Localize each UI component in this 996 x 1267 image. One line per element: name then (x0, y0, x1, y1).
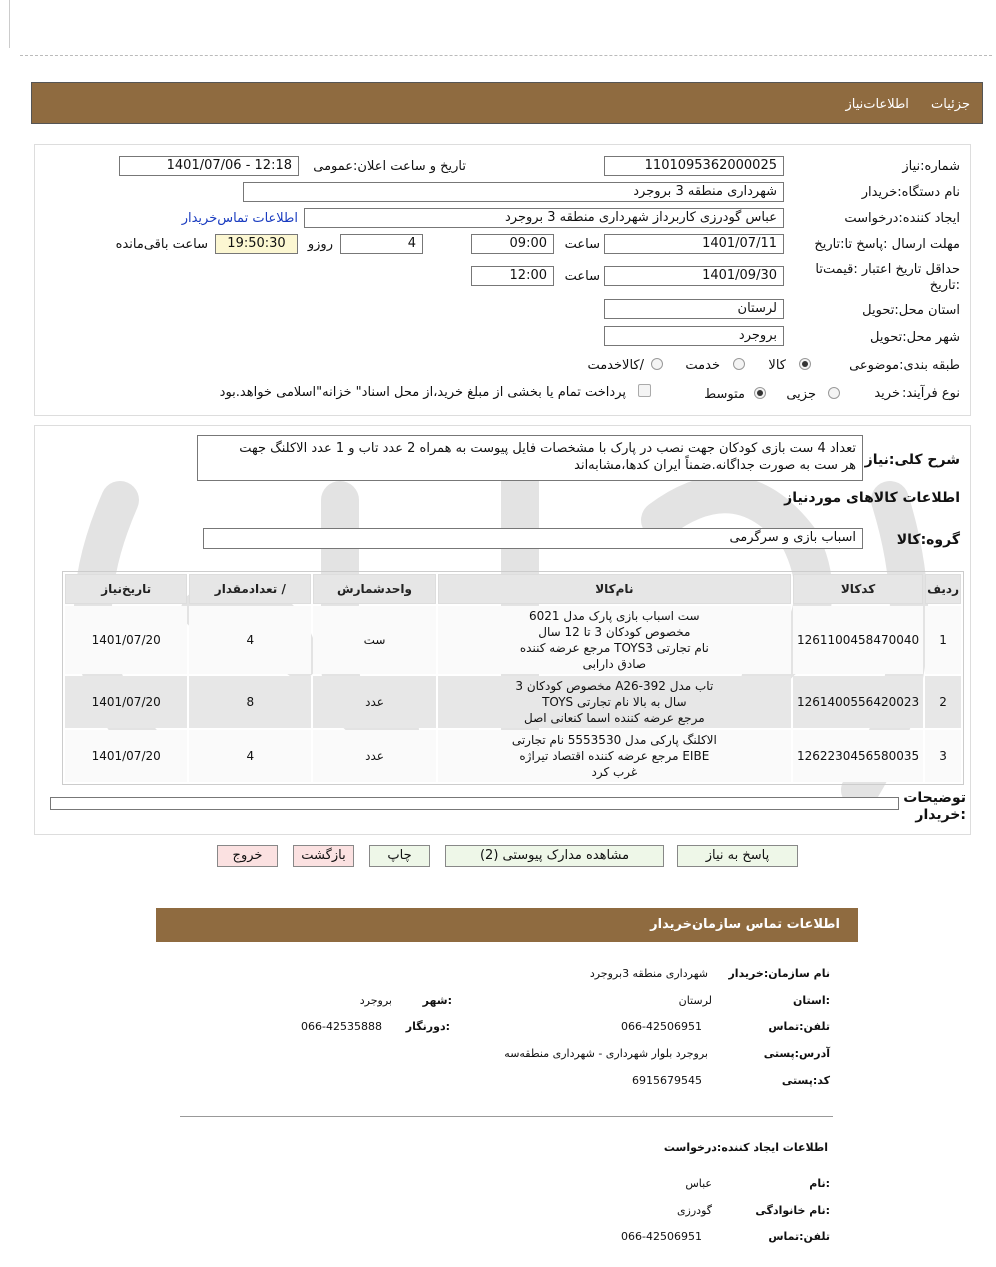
creator-family-value: گودرزی (676, 1204, 712, 1217)
treasury-payment-note: پرداخت تمام یا بخشی از مبلغ خرید،از محل اسناد" خزانه"اسلامی خواهد.بود (219, 385, 626, 400)
goods-section-title: اطلاعات کالاهای موردنیاز (784, 490, 960, 506)
row-unit: عدد (313, 730, 435, 782)
buyer-contact-title: اطلاعات تماس سازمان‌خریدار (650, 917, 840, 932)
creator-name-value: عباس (685, 1177, 712, 1190)
row-date: 1401/07/20 (65, 676, 187, 728)
back-button[interactable]: بازگشت (293, 845, 354, 867)
contact-phone-value: 066-42506951 (621, 1020, 702, 1033)
radio-service[interactable] (733, 358, 745, 370)
row-name-line: تاب مدل 392-A26 مخصوص کودکان 3 (515, 679, 714, 693)
radio-medium[interactable] (754, 387, 766, 399)
city-label: شهر محل:تحویل (870, 330, 960, 345)
view-attachments-button[interactable]: مشاهده مدارک پیوستی (2) (445, 845, 664, 867)
row-unit: عدد (313, 676, 435, 728)
process-buy-label: خرید (874, 386, 900, 401)
col-unit: واحدشمارش (313, 574, 435, 604)
radio-goods-label: کالا (768, 358, 786, 373)
radio-service-label: خدمت (685, 358, 720, 373)
process-type-label: نوع فرآیند: (902, 386, 960, 401)
days-field: 4 (340, 234, 423, 254)
row-name-line: سال به بالا نام تجارتی TOYS (542, 695, 687, 709)
contact-city-label: :شهر (422, 994, 452, 1007)
col-row: ردیف (925, 574, 961, 604)
row-index: 2 (925, 676, 961, 728)
contact-fax-label: :دورنگار (405, 1020, 450, 1033)
validity-time-field: 12:00 (471, 266, 554, 286)
contact-city-value: بروجرد (359, 994, 392, 1007)
row-name (438, 676, 791, 728)
remaining-time-label: ساعت باقی‌مانده (115, 237, 208, 252)
row-qty: 4 (189, 730, 311, 782)
row-code: 1262230456580035 (793, 730, 923, 782)
remaining-time-field: 19:50:30 (215, 234, 298, 254)
details-header-bar (31, 82, 983, 124)
radio-goods-service[interactable] (651, 358, 663, 370)
row-code: 1261100458470040 (793, 606, 923, 674)
validity-label-2: :تاریخ (929, 278, 960, 293)
creator-family-label: :نام خانوادگی (755, 1204, 830, 1217)
row-name-line: الاکلنگ پارکی مدل 5553530 نام تجارتی (511, 733, 717, 747)
row-name-line: غرب کرد (591, 765, 638, 779)
deadline-time-label: ساعت (564, 237, 600, 252)
row-index: 3 (925, 730, 961, 782)
description-field (197, 435, 863, 481)
need-number-label: شماره:نیاز (902, 159, 960, 174)
radio-partial-label: جزیی (786, 387, 816, 402)
buyer-notes-label-2: :خریدار (915, 807, 966, 823)
print-button[interactable]: چاپ (369, 845, 430, 867)
row-index: 1 (925, 606, 961, 674)
col-date: تاریخ‌نیاز (65, 574, 187, 604)
row-name-line: نام تجارتی TOYS3 مرجع عرضه کننده (519, 641, 709, 655)
contact-postal-value: 6915679545 (632, 1074, 702, 1087)
contact-address-label: آدرس:پستی (763, 1047, 830, 1060)
creator-info-title: اطلاعات ایجاد کننده:درخواست (663, 1141, 828, 1154)
contact-postal-label: کد:پستی (781, 1074, 830, 1087)
row-name-line: ست اسباب بازی پارک مدل 6021 (529, 609, 700, 623)
tab-details[interactable]: جزئیات (931, 97, 970, 112)
col-code: کدکالا (793, 574, 923, 604)
validity-date-field: 1401/09/30 (604, 266, 784, 286)
table-row (65, 606, 961, 674)
goods-table-header (65, 574, 961, 604)
row-date: 1401/07/20 (65, 730, 187, 782)
col-qty: / تعدادمقدار (189, 574, 311, 604)
row-name (438, 606, 791, 674)
contact-divider (180, 1116, 833, 1117)
radio-partial[interactable] (828, 387, 840, 399)
contact-org-value: شهرداری منطقه 3بروجرد (589, 967, 708, 980)
deadline-label: مهلت ارسال :پاسخ تا:تاریخ (814, 237, 960, 252)
col-name: نام‌کالا (438, 574, 791, 604)
treasury-payment-checkbox[interactable] (638, 384, 651, 397)
table-row (65, 730, 961, 782)
description-line-2: هر ست به صورت جداگانه.ضمناً ایران کدها،مشابه‌اند (574, 458, 856, 473)
buyer-contact-link[interactable]: اطلاعات تماس‌خریدار (181, 211, 298, 226)
announce-date-field: 1401/07/06 - 12:18 (119, 156, 299, 176)
contact-address-value: بروجرد بلوار شهرداری - شهرداری منطقه‌سه (504, 1047, 708, 1060)
row-qty: 8 (189, 676, 311, 728)
top-divider (20, 55, 992, 56)
province-field: لرستان (604, 299, 784, 319)
goods-group-field: اسباب بازی و سرگرمی (203, 528, 863, 549)
buyer-contact-bar (156, 908, 858, 942)
contact-province-label: :استان (793, 994, 830, 1007)
deadline-date-field: 1401/07/11 (604, 234, 784, 254)
buyer-org-label: نام دستگاه:خریدار (861, 185, 960, 200)
need-number-field: 1101095362000025 (604, 156, 784, 176)
left-border-line (9, 0, 10, 48)
creator-phone-label: تلفن:تماس (768, 1230, 830, 1243)
radio-goods[interactable] (799, 358, 811, 370)
goods-group-label: گروه:کالا (896, 532, 960, 548)
reply-button[interactable]: پاسخ به نیاز (677, 845, 798, 867)
validity-time-label: ساعت (564, 269, 600, 284)
validity-label: حداقل تاریخ اعتبار :قیمت‌تا (815, 262, 960, 277)
contact-province-value: لرستان (678, 994, 712, 1007)
description-line-1: تعداد 4 ست بازی کودکان جهت نصب در پارک با مشخصات فایل پیوست به همراه 2 عدد تاب و 1 عدد الاکلنگ جهت (239, 441, 856, 456)
creator-name-label: :نام (809, 1177, 830, 1190)
row-name-line: EIBE مرجع عرضه کننده اقتصاد تیراژه (519, 749, 710, 763)
buyer-notes-label: توضیحات (903, 790, 966, 806)
category-label: طبقه بندی:موضوعی (849, 358, 960, 373)
deadline-time-field: 09:00 (471, 234, 554, 254)
row-name (438, 730, 791, 782)
table-row (65, 676, 961, 728)
description-label: شرح کلی:نیاز (864, 452, 960, 468)
buyer-org-field: شهرداری منطقه 3 بروجرد (243, 182, 784, 202)
row-code: 1261400556420023 (793, 676, 923, 728)
row-date: 1401/07/20 (65, 606, 187, 674)
contact-fax-value: 066-42535888 (301, 1020, 382, 1033)
row-unit: ست (313, 606, 435, 674)
days-label: روزو (307, 237, 333, 252)
contact-phone-label: تلفن:تماس (768, 1020, 830, 1033)
creator-label: ایجاد کننده:درخواست (844, 211, 960, 226)
row-name-line: صادق دارابی (582, 657, 647, 671)
announce-date-label: تاریخ و ساعت اعلان:عمومی (313, 159, 466, 174)
radio-medium-label: متوسط (704, 387, 745, 402)
buyer-notes-field[interactable] (50, 797, 899, 810)
creator-field: عباس گودرزی کاربرداز شهرداری منطقه 3 بروجرد (304, 208, 784, 228)
exit-button[interactable]: خروج (217, 845, 278, 867)
tab-need-info[interactable]: اطلاعات‌نیاز (845, 97, 909, 112)
city-field: بروجرد (604, 326, 784, 346)
radio-goods-service-label: /کالاخدمت (587, 358, 644, 373)
goods-table (62, 571, 964, 785)
province-label: استان محل:تحویل (862, 303, 960, 318)
contact-org-label: نام سازمان:خریدار (728, 967, 830, 980)
row-name-line: مرجع عرضه کننده اسما کنعانی اصل (524, 711, 705, 725)
creator-phone-value: 066-42506951 (621, 1230, 702, 1243)
row-name-line: مخصوص کودکان 3 تا 12 سال (538, 625, 691, 639)
row-qty: 4 (189, 606, 311, 674)
